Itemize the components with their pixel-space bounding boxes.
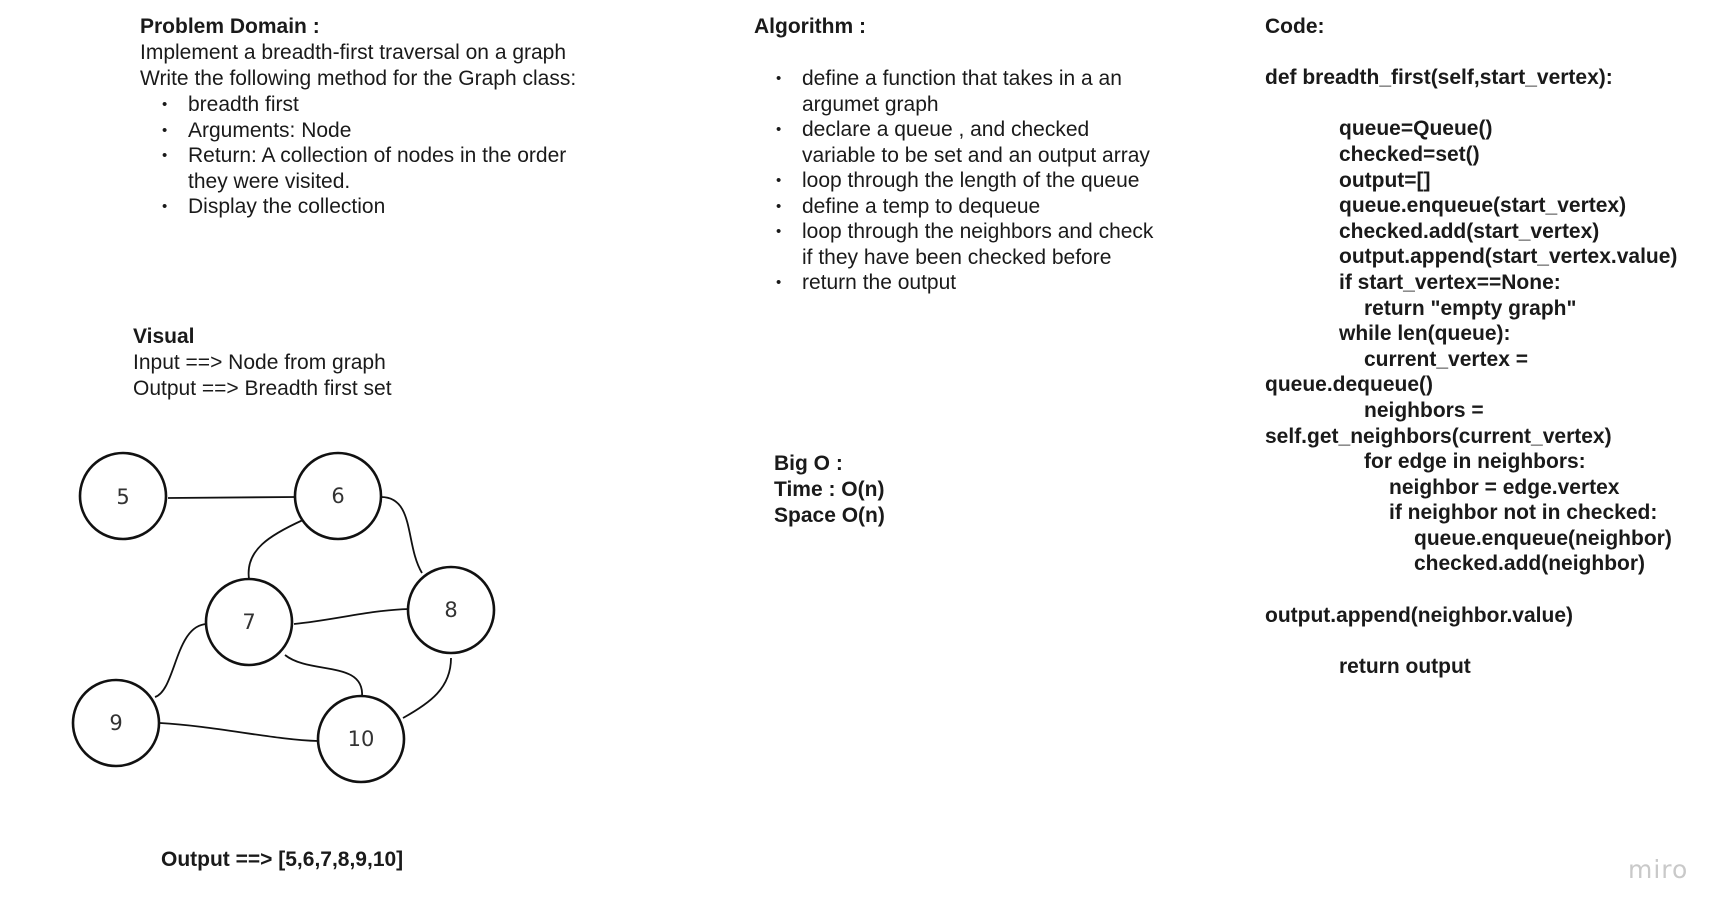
- problem-bullet: • Display the collection: [140, 194, 700, 220]
- code-line: return "empty graph": [1364, 296, 1577, 320]
- visual-output: Output ==> Breadth first set: [133, 377, 392, 400]
- algorithm-heading: Algorithm :: [754, 15, 866, 38]
- edge-8-10: [403, 658, 451, 718]
- problem-bullet: • Return: A collection of nodes in the order they were visited.: [140, 143, 700, 194]
- code-line: output.append(neighbor.value): [1265, 603, 1573, 627]
- code-heading: Code:: [1265, 15, 1325, 38]
- node-label-9: 9: [109, 711, 123, 735]
- code-line: queue=Queue(): [1339, 117, 1493, 141]
- node-label-10: 10: [347, 727, 375, 751]
- visual-heading: Visual: [133, 325, 195, 348]
- code-line: def breadth_first(self,start_vertex):: [1265, 66, 1613, 90]
- code-line: [1265, 628, 1705, 654]
- algorithm-bullet: • return the output: [754, 270, 1214, 296]
- edge-7-10: [285, 655, 362, 697]
- edge-9-10: [160, 723, 318, 741]
- algorithm-bullet: • define a temp to dequeue: [754, 194, 1214, 220]
- big-o-section: [774, 451, 885, 529]
- code-line: if neighbor not in checked:: [1389, 501, 1658, 525]
- code-line: output.append(start_vertex.value): [1339, 245, 1678, 269]
- edge-6-8: [381, 497, 422, 573]
- code-line: if start_vertex==None:: [1339, 270, 1561, 294]
- miro-logo: miro: [1628, 855, 1689, 884]
- code-line: checked.add(neighbor): [1414, 552, 1646, 576]
- code-line: checked.add(start_vertex): [1339, 219, 1600, 243]
- problem-bullet: • breadth first: [140, 92, 700, 118]
- edge-5-6: [168, 497, 297, 498]
- code-line: [1265, 91, 1705, 117]
- node-label-6: 6: [331, 484, 345, 508]
- problem-bullet: • Arguments: Node: [140, 118, 700, 144]
- code-line: for edge in neighbors:: [1364, 450, 1586, 474]
- problem-line-1: Implement a breadth-first traversal on a graph: [140, 41, 567, 64]
- graph-diagram: [0, 0, 560, 820]
- big-o-heading: Big O :: [774, 452, 843, 475]
- edge-7-9: [155, 624, 207, 697]
- big-o-time: Time : O(n): [774, 478, 885, 501]
- node-label-7: 7: [242, 610, 256, 634]
- algorithm-section: [754, 14, 1214, 296]
- bfs-result-output: Output ==> [5,6,7,8,9,10]: [161, 848, 404, 871]
- code-line: self.get_neighbors(current_vertex): [1265, 424, 1612, 448]
- code-line: output=[]: [1339, 168, 1431, 192]
- code-line: neighbor = edge.vertex: [1389, 475, 1620, 499]
- node-label-8: 8: [444, 598, 458, 622]
- problem-line-2: Write the following method for the Graph class:: [140, 67, 577, 90]
- code-line: checked=set(): [1339, 142, 1480, 166]
- problem-domain-heading: Problem Domain :: [140, 15, 320, 38]
- algorithm-bullet: • loop through the neighbors and check if they have been checked before: [754, 219, 1214, 270]
- algorithm-bullet: • loop through the length of the queue: [754, 168, 1214, 194]
- algorithm-bullet: • declare a queue , and checked variable to be set and an output array: [754, 117, 1214, 168]
- edge-7-8: [294, 609, 409, 624]
- edge-6-7: [249, 520, 303, 579]
- visual-input: Input ==> Node from graph: [133, 351, 386, 374]
- code-line: current_vertex =: [1364, 347, 1529, 371]
- code-line: neighbors =: [1364, 398, 1484, 422]
- code-line: return output: [1339, 654, 1471, 678]
- code-line: [1265, 577, 1705, 603]
- code-line: queue.enqueue(neighbor): [1414, 526, 1672, 550]
- code-section: [1265, 14, 1705, 679]
- code-line: queue.dequeue(): [1265, 373, 1434, 397]
- algorithm-bullet: • define a function that takes in a an argumet graph: [754, 66, 1214, 117]
- code-line: while len(queue):: [1339, 322, 1511, 346]
- algorithm-bullet-list: [754, 66, 1214, 296]
- code-line: queue.enqueue(start_vertex): [1339, 194, 1627, 218]
- node-label-5: 5: [116, 485, 130, 509]
- big-o-space: Space O(n): [774, 504, 885, 527]
